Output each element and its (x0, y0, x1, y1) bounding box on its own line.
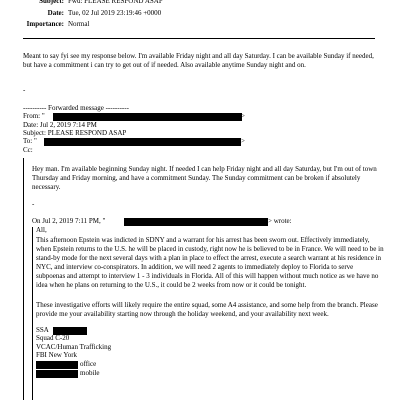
redaction-mobile-phone (36, 370, 78, 378)
signature-office-name: FBI New York (36, 351, 78, 359)
quoted-paragraph-2: These investigative efforts will likely require the entire squad, some A4 assistance, and some help from the branch. Please provide me your availability starting now through the holiday weekend, and your availability next week. (36, 301, 378, 318)
signature-office: office (80, 360, 97, 368)
intro-paragraph: Meant to say fyi see my response below. I'm available Friday night and all day Saturday. I can be available Sunday if needed, but have a commitment i can try to get out of if needed. Also available anytime Sunday night and on. (23, 52, 374, 69)
redaction-sender (124, 218, 268, 226)
subject-value: Fwd: PLEASE RESPOND ASAP (68, 0, 163, 5)
importance-label: Importance: (26, 20, 64, 28)
fwd-from-label: From: " (23, 112, 45, 120)
subject-label: Subject: (39, 0, 64, 5)
redaction-office-phone (36, 361, 78, 369)
fwd-cc: Cc: (23, 146, 33, 154)
header-divider (23, 38, 375, 39)
date-row (0, 9, 400, 17)
quoted-paragraph-1: This afternoon Epstein was indicted in SDNY and a warrant for his arrest has been sworn out. Effectively immediately, when Epstein returns to the U.S. he will be placed in custody, right now he is believed to be in France. We will need to be in stand-by mode for the next several days with a plan in place to effect the arrest, execute a search warrant at his residence in NYC, and interview co-conspirators. In addition, we will need 2 agents to immediately deploy to Florida to serve subpoenas and attempt to interview 1 - 3 individuals in Florida. All of this will happen without much notice as we have no idea when he plans on returning to the U.S., it could be 2 weeks from now or it could be tonight. (36, 236, 384, 289)
signature-mobile: mobile (80, 369, 100, 377)
quote-greeting: All, (36, 226, 47, 234)
quote-prefix: On Jul 2, 2019 7:11 PM, " (32, 217, 106, 225)
quote-bar-inner (32, 227, 33, 400)
importance-value: Normal (68, 20, 90, 28)
fwd-from-row (23, 112, 45, 121)
date-label: Date: (47, 9, 64, 17)
redaction-from (53, 113, 242, 121)
reply-paragraph: Hey man. I'm available beginning Sunday night. If needed I can help Friday night and all day Saturday, but I'm out of town Thursday and Friday morning, and have a commitment Sunday. The Sunday commitment can be broken if absolutely necessary. (32, 165, 377, 191)
signature-squad: Squad C-20 (36, 334, 70, 342)
fwd-from-end: > (241, 112, 245, 120)
subject-row (0, 0, 400, 5)
quote-bar-outer (23, 158, 24, 400)
fwd-subject: Subject: PLEASE RESPOND ASAP (23, 129, 127, 137)
date-value: Tue, 02 Jul 2019 23:19:46 +0000 (68, 9, 162, 17)
signature-ssa: SSA (36, 326, 49, 334)
quote-suffix: > wrote: (268, 217, 292, 225)
quote-attribution (32, 217, 105, 226)
redaction-to (44, 138, 241, 146)
fwd-to-label: To: " (23, 137, 37, 145)
signature-unit: VCAC/Human Trafficking (36, 343, 112, 351)
fwd-date: Date: Jul 2, 2019 7:14 PM (23, 121, 97, 129)
importance-row (0, 20, 400, 28)
reply-dash: - (32, 200, 35, 208)
forwarded-banner: ---------- Forwarded message ---------- (23, 104, 129, 112)
fwd-to-end: > (241, 137, 245, 145)
fwd-to-row (23, 137, 37, 146)
intro-dash: - (23, 86, 26, 94)
